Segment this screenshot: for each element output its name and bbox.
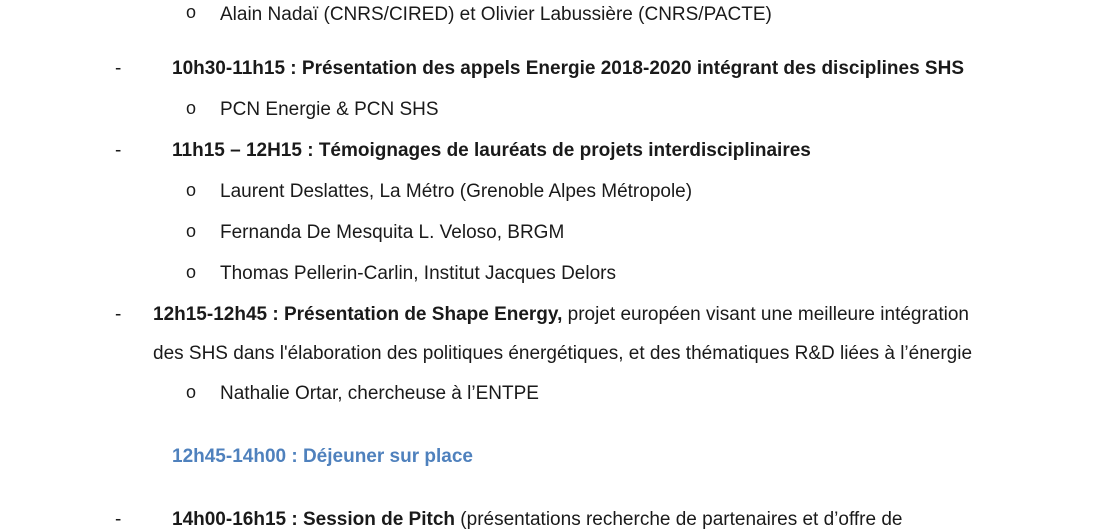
agenda-item-description: (présentations recherche de partenaires et d’offre de bbox=[455, 509, 903, 530]
agenda-item bbox=[172, 508, 903, 532]
lunch-break: 12h45-14h00 : Déjeuner sur place bbox=[172, 446, 473, 467]
speaker-name: Nathalie Ortar, chercheuse à l’ENTPE bbox=[220, 383, 539, 404]
agenda-item-description-continued: des SHS dans l'élaboration des politiques énergétiques, et des thématiques R&D liées à l’énergie bbox=[153, 343, 973, 364]
agenda-item-title: 11h15 – 12H15 : Témoignages de lauréats de projets interdisciplinaires bbox=[172, 140, 811, 161]
agenda-item-title: 14h00-16h15 : Session de Pitch bbox=[172, 509, 456, 530]
circle-bullet: o bbox=[186, 382, 197, 402]
circle-bullet: o bbox=[186, 262, 197, 282]
dash-bullet: - bbox=[115, 304, 122, 325]
agenda-item-title: 12h15-12h45 : Présentation de Shape Energy, bbox=[153, 304, 563, 325]
speaker-name: PCN Energie & PCN SHS bbox=[220, 99, 439, 120]
speaker-name: Thomas Pellerin-Carlin, Institut Jacques Delors bbox=[220, 263, 616, 284]
agenda-item bbox=[153, 303, 969, 327]
circle-bullet: o bbox=[186, 221, 197, 241]
speaker-name: Alain Nadaï (CNRS/CIRED) et Olivier Labussière (CNRS/PACTE) bbox=[220, 4, 772, 25]
agenda-item-description: projet européen visant une meilleure intégration bbox=[562, 304, 970, 325]
circle-bullet: o bbox=[186, 98, 197, 118]
circle-bullet: o bbox=[186, 2, 197, 22]
speaker-name: Fernanda De Mesquita L. Veloso, BRGM bbox=[220, 222, 565, 243]
circle-bullet: o bbox=[186, 180, 197, 200]
agenda-item-title: 10h30-11h15 : Présentation des appels Energie 2018-2020 intégrant des disciplines SHS bbox=[172, 58, 964, 79]
dash-bullet: - bbox=[115, 509, 122, 530]
dash-bullet: - bbox=[115, 58, 122, 79]
dash-bullet: - bbox=[115, 140, 122, 161]
speaker-name: Laurent Deslattes, La Métro (Grenoble Alpes Métropole) bbox=[220, 181, 693, 202]
